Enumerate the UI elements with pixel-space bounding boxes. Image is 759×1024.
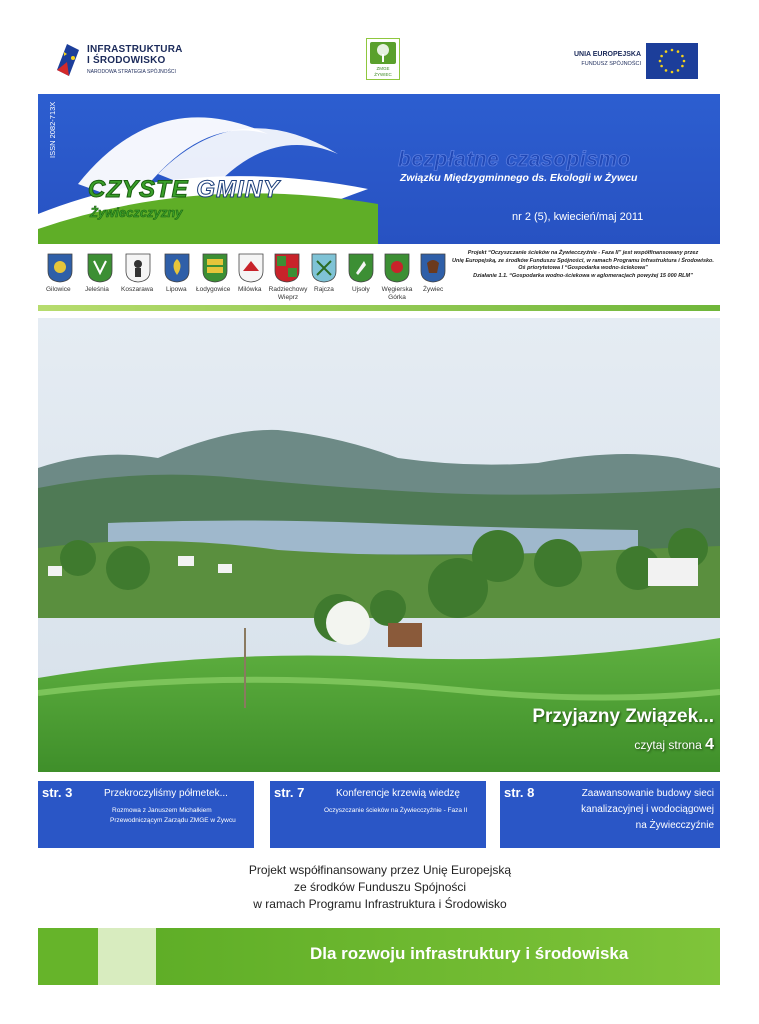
project-line1: Projekt “Oczyszczanie ścieków na Żywiecczyźnie - Faza II” jest współfinansowany przez (467, 250, 699, 256)
project-line3: Oś priorytetowa I “Gospodarka wodno-ściekowa” (518, 265, 648, 271)
coat-of-arms-gilowice-icon (47, 253, 73, 283)
article-headline-line3: na Żywiecczyźnie (635, 820, 714, 831)
article-detail-1: Rozmowa z Januszem Michałkiem (112, 807, 212, 814)
municipality-radziechowy-wieprz: Radziechowy Wieprz (268, 286, 308, 301)
municipality-wegierska-gorka: Węgierska Górka (381, 286, 413, 301)
article-page-number: str. 7 (274, 785, 305, 800)
coat-of-arms-milowka-icon (238, 253, 264, 283)
municipality-lodygowice: Łodygowice (196, 286, 231, 293)
municipality-rajcza: Rajcza (314, 286, 334, 293)
coat-of-arms-zywiec-icon (420, 253, 446, 283)
green-divider (38, 305, 720, 311)
tree-icon (370, 42, 396, 64)
magazine-title-part1: CZYSTE (88, 176, 189, 203)
project-line2: Unię Europejską, ze środków Funduszu Spójności, w ramach Programu Infrastruktura i Środowisko. (452, 257, 714, 264)
coat-of-arms-ujsoly-icon (348, 253, 374, 283)
footer-block-green (38, 928, 98, 985)
issn-number: ISSN 2082-713X (48, 101, 57, 158)
article-headline-line1: Zaawansowanie budowy sieci (581, 788, 714, 799)
municipality-gilowice: Gilowice (46, 286, 71, 293)
coat-of-arms-rajcza-icon (311, 253, 337, 283)
promo-subtitle (520, 736, 714, 754)
footer-slogan: Dla rozwoju infrastruktury i środowiska (310, 944, 629, 963)
zmge-logo (366, 38, 400, 80)
article-detail-2: Przewodniczącym Zarządu ZMGE w Żywcu (110, 817, 236, 824)
nss-flag-icon (55, 40, 81, 78)
landscape-photo (38, 318, 720, 772)
footer-block-light (98, 928, 156, 985)
coat-of-arms-radziechowy-icon (274, 253, 300, 283)
cofinancing-line1: Projekt współfinansowany przez Unię Europejską (248, 863, 512, 877)
article-headline: Przekroczyliśmy półmetek... (104, 788, 228, 799)
project-line4: Działanie 1.1. “Gospodarka wodno-ściekowa w aglomeracjach powyżej 15 000 RLM” (473, 272, 693, 279)
coat-of-arms-wegierska-gorka-icon (384, 253, 410, 283)
article-detail-1: Oczyszczanie ścieków na Żywiecczyźnie - Faza II (324, 807, 468, 814)
cofinancing-line3: w ramach Programu Infrastruktura i Środowisko (253, 897, 507, 911)
coat-of-arms-koszarawa-icon (125, 253, 151, 283)
publisher-label: Związku Międzygminnego ds. Ekologii w Żywcu (400, 172, 638, 184)
promo-title: Przyjazny Związek... (532, 706, 714, 727)
eu-logo-line2: FUNDUSZ SPÓJNOŚCI (581, 61, 641, 67)
article-page-number: str. 3 (42, 785, 73, 800)
article-headline: Konferencje krzewią wiedzę (336, 788, 460, 799)
coat-of-arms-lodygowice-icon (202, 253, 228, 283)
free-magazine-label: bezpłatne czasopismo (398, 148, 631, 171)
magazine-title (88, 176, 280, 204)
municipality-zywiec: Żywiec (423, 286, 444, 293)
article-box-page-8[interactable] (500, 781, 720, 848)
logo-is-line3: NARODOWA STRATEGIA SPÓJNOŚCI (87, 69, 176, 75)
magazine-subtitle: Żywieczczyzny (90, 205, 183, 220)
logo-is-line1: INFRASTRUKTURA (87, 44, 183, 55)
article-box-page-3[interactable] (38, 781, 254, 848)
coat-of-arms-lipowa-icon (164, 253, 190, 283)
zmge-logo-line2: ŻYWIEC (374, 72, 392, 77)
municipality-koszarawa: Koszarawa (121, 286, 154, 293)
municipality-milowka: Milówka (238, 286, 262, 293)
article-box-page-7[interactable] (270, 781, 486, 848)
coat-of-arms-jelesnia-icon (87, 253, 113, 283)
cofinancing-line2: ze środków Funduszu Spójności (293, 880, 467, 894)
issue-number: nr 2 (5), kwiecień/maj 2011 (512, 211, 644, 223)
zmge-logo-line1: ZMGE (376, 66, 390, 71)
eu-logo-line1: UNIA EUROPEJSKA (573, 51, 641, 58)
infrastruktura-srodowisko-logo (55, 40, 205, 82)
eu-flag-icon (646, 43, 698, 79)
promo-page-number: 4 (705, 736, 714, 753)
eu-logo (566, 43, 700, 79)
municipality-jelesnia: Jeleśnia (85, 286, 109, 293)
promo-read-text: czytaj strona (634, 738, 702, 752)
magazine-title-part2: GMINY (196, 176, 281, 203)
municipality-ujsoly: Ujsoły (352, 286, 370, 293)
logo-is-line2: I ŚRODOWISKO (87, 55, 166, 66)
article-page-number: str. 8 (504, 785, 535, 800)
cofinancing-note (150, 862, 610, 913)
project-info (448, 250, 718, 280)
municipality-lipowa: Lipowa (166, 286, 187, 293)
article-headline-line2: kanalizacyjnej i wodociągowej (581, 804, 714, 815)
